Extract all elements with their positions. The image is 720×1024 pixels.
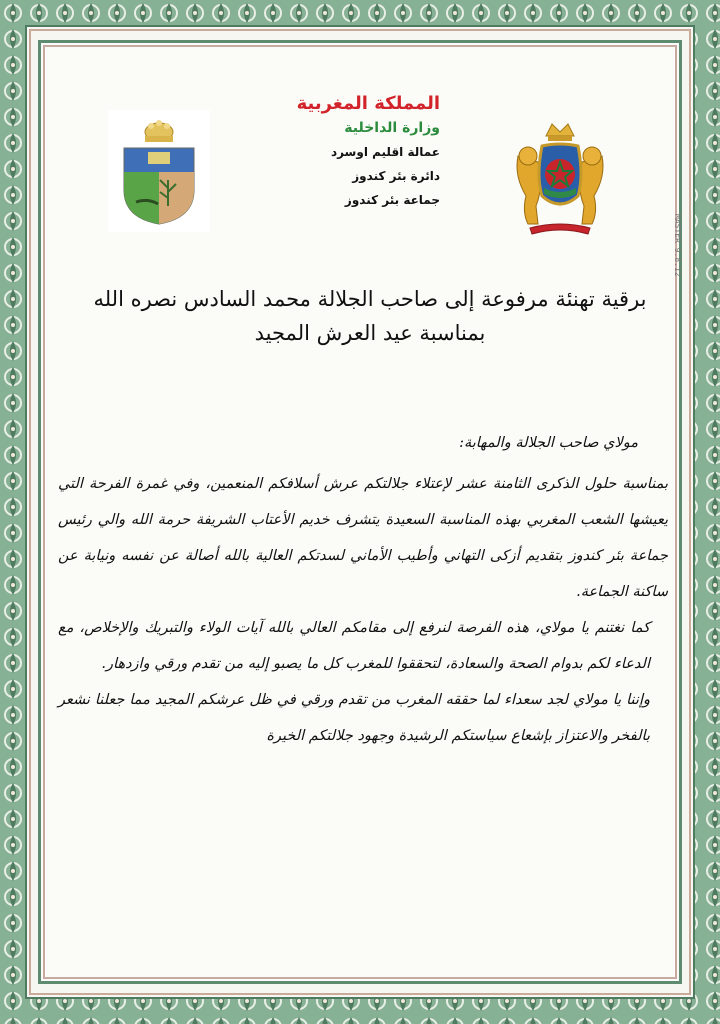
- title-line-2: بمناسبة عيد العرش المجيد: [254, 321, 486, 345]
- ministry-title: وزارة الداخلية: [344, 120, 440, 136]
- commune-line: جماعة بئر كندوز: [344, 193, 440, 207]
- circle-line: دائرة بئر كندوز: [352, 169, 440, 183]
- telegram-title: [90, 282, 650, 350]
- paragraph-3: وإننا يا مولاي لجد سعداء لما حققه المغرب من تقدم ورقي في ظل عرشكم المجيد مما جعلنا نشعر بالفخر والاعتزاز بإشعاع سياستكم الرشيدة وجهود جلالتكم الخيرة: [58, 692, 650, 744]
- title-line-1: برقية تهنئة مرفوعة إلى صاحب الجلالة محمد السادس نصره الله: [93, 287, 647, 311]
- salutation: مولاي صاحب الجلالة والمهابة:: [459, 435, 638, 451]
- kingdom-title: المملكة المغربية: [296, 93, 440, 114]
- paragraph-1: بمناسبة حلول الذكرى الثامنة عشر لإعتلاء جلالتكم عرش أسلافكم المنعمين، وفي غمرة الفرحة التي يعيشها الشعب المغربي بهذه المناسبة السعيدة يتشرف خديم الأعتاب الشريفة حرمة الله والي رئيس جماعة بئر كندوز بتقديم أزكى التهاني وأطيب الأماني لسدتكم العالية بالله أصالة عن نفسه ونيابة عن ساكنة الجماعة.: [58, 476, 668, 600]
- margin-stamp: MASTER 9.8.12: [673, 214, 682, 277]
- moroccan-coat-of-arms-icon: [508, 116, 612, 240]
- paragraph-2: كما نغتنم يا مولاي، هذه الفرصة لنرفع إلى مقامكم العالي بالله آيات الولاء والتبريك والإخلاص، مع الدعاء لكم بدوام الصحة والسعادة، لتحققوا للمغرب كل ما يصبو إليه من تقدم ورقي وازدهار.: [58, 620, 650, 672]
- header-block: [200, 92, 440, 212]
- commune-crest-icon: [108, 110, 210, 232]
- prefecture-line: عمالة اقليم اوسرد: [330, 145, 440, 159]
- letter-body: [58, 426, 668, 754]
